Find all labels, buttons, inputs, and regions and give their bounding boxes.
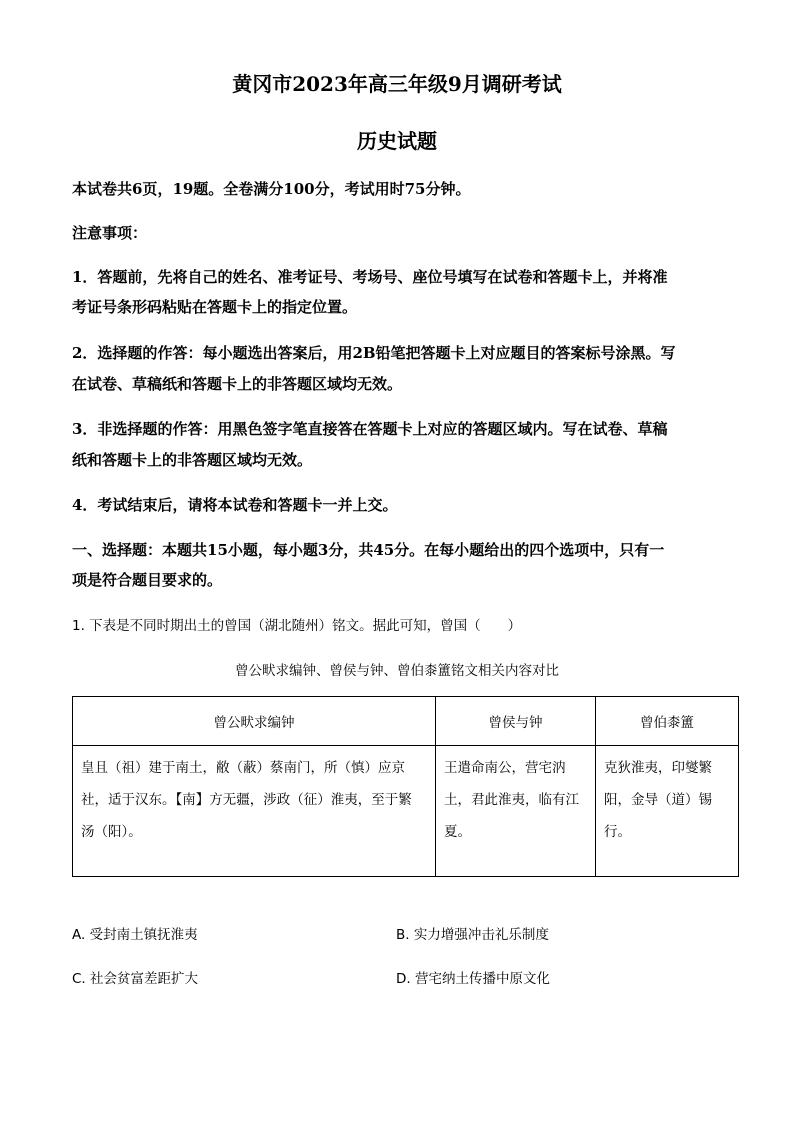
- option-a: A. 受封南土镇抚淮夷: [72, 927, 198, 943]
- notice-item-2-line-2: 在试卷、草稿纸和答题卡上的非答题区域均无效。: [72, 375, 403, 393]
- option-d: D. 营宅纳土传播中原文化: [396, 971, 550, 987]
- table-cell-line: 土，君此淮夷，临有江: [444, 792, 579, 808]
- table-cell: [436, 746, 596, 877]
- table-cell: [596, 746, 739, 877]
- table-header-cell: 曾侯与钟: [436, 697, 596, 746]
- table-cell-line: 阳，金导（道）锡: [604, 792, 712, 808]
- option-c: C. 社会贫富差距扩大: [72, 971, 199, 987]
- table-caption: 曾公畎求编钟、曾侯与钟、曾伯桼簠铭文相关内容对比: [235, 663, 559, 679]
- table-cell-line: 王遣命南公，营宅汭: [444, 760, 566, 776]
- notice-item-1-line-1: 1．答题前，先将自己的姓名、准考证号、考场号、座位号填写在试卷和答题卡上，并将准: [72, 268, 668, 286]
- table-cell: [73, 746, 436, 877]
- table-header-cell: 曾伯桼簠: [596, 697, 739, 746]
- notice-item-3-line-1: 3．非选择题的作答：用黑色签字笔直接答在答题卡上对应的答题区域内。写在试卷、草稿: [72, 420, 668, 438]
- table-cell-line: 行。: [604, 824, 631, 840]
- exam-title: 黄冈市2023年高三年级9月调研考试: [232, 72, 562, 96]
- table-header-row: [73, 697, 739, 746]
- notice-item-4-line-1: 4．考试结束后，请将本试卷和答题卡一并上交。: [72, 496, 398, 514]
- table-header-cell: 曾公畎求编钟: [73, 697, 436, 746]
- table-cell-line: 汤（阳）。: [81, 824, 142, 840]
- option-b: B. 实力增强冲击礼乐制度: [396, 927, 549, 943]
- notice-heading: 注意事项：: [72, 224, 148, 242]
- table-cell-line: 皇且（祖）建于南土，敝（蔽）蔡南门，所（慎）应京: [81, 760, 405, 776]
- table-cell-line: 社，适于汉东。【南】方无疆，涉政（征）淮夷，至于繁: [81, 792, 412, 808]
- section-heading-line-2: 项是符合题目要求的。: [72, 571, 223, 589]
- table-cell-line: 夏。: [444, 824, 471, 840]
- section-heading-line-1: 一、选择题：本题共15小题，每小题3分，共45分。在每小题给出的四个选项中，只有一: [72, 541, 665, 559]
- exam-subject: 历史试题: [357, 129, 437, 153]
- question-1-stem: 1. 下表是不同时期出土的曾国（湖北随州）铭文。据此可知，曾国（ ）: [72, 618, 522, 634]
- notice-item-2-line-1: 2．选择题的作答：每小题选出答案后，用2B铅笔把答题卡上对应题目的答案标号涂黑。写: [72, 344, 676, 362]
- notice-item-1-line-2: 考证号条形码粘贴在答题卡上的指定位置。: [72, 298, 358, 316]
- table-cell-line: 克狄淮夷，印燮繁: [604, 760, 712, 776]
- notice-item-3-line-2: 纸和答题卡上的非答题区域均无效。: [72, 451, 313, 469]
- table-row: [73, 746, 739, 877]
- inscription-comparison-table: [72, 696, 739, 877]
- exam-intro: 本试卷共6页，19题。全卷满分100分，考试用时75分钟。: [72, 180, 471, 198]
